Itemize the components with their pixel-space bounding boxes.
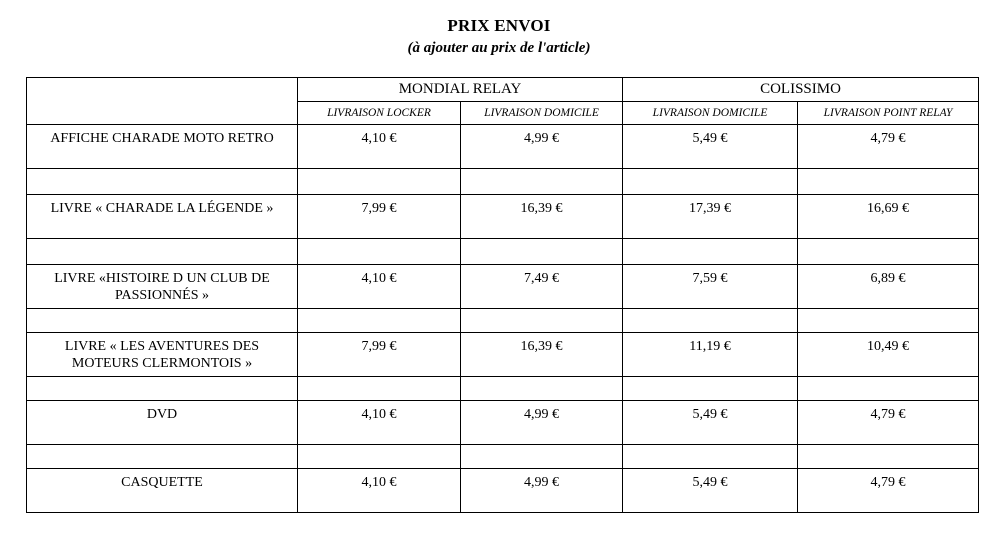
group-header-colissimo: COLISSIMO	[623, 78, 979, 102]
item-name: AFFICHE CHARADE MOTO RETRO	[27, 125, 298, 169]
price-cell: 17,39 €	[623, 195, 798, 239]
price-cell: 16,39 €	[461, 333, 623, 377]
price-cell: 5,49 €	[623, 125, 798, 169]
price-cell: 4,10 €	[298, 401, 461, 445]
page-subtitle: (à ajouter au prix de l'article)	[407, 40, 591, 56]
spacer-row	[27, 309, 979, 333]
price-cell: 7,59 €	[623, 265, 798, 309]
table-row	[27, 469, 979, 513]
price-cell: 11,19 €	[623, 333, 798, 377]
spacer-row	[27, 445, 979, 469]
price-cell: 4,79 €	[798, 469, 979, 513]
column-header-point-relay: LIVRAISON POINT RELAY	[798, 102, 979, 125]
price-cell: 4,10 €	[298, 469, 461, 513]
price-cell: 4,99 €	[461, 469, 623, 513]
price-cell: 7,49 €	[461, 265, 623, 309]
price-cell: 5,49 €	[623, 401, 798, 445]
table-row	[27, 125, 979, 169]
table-row	[27, 265, 979, 309]
price-cell: 5,49 €	[623, 469, 798, 513]
group-header-row	[27, 78, 979, 102]
price-cell: 4,79 €	[798, 125, 979, 169]
price-cell: 4,10 €	[298, 265, 461, 309]
price-cell: 6,89 €	[798, 265, 979, 309]
column-header-mr-domicile: LIVRAISON DOMICILE	[461, 102, 623, 125]
empty-corner-cell	[27, 78, 298, 125]
group-header-mondial-relay: MONDIAL RELAY	[298, 78, 623, 102]
spacer-row	[27, 239, 979, 265]
price-cell: 16,39 €	[461, 195, 623, 239]
price-cell: 16,69 €	[798, 195, 979, 239]
item-name: LIVRE « LES AVENTURES DES MOTEURS CLERMONTOIS »	[27, 333, 298, 377]
column-header-colissimo-domicile: LIVRAISON DOMICILE	[623, 102, 798, 125]
price-cell: 4,79 €	[798, 401, 979, 445]
page-title: PRIX ENVOI	[447, 16, 551, 35]
price-cell: 4,99 €	[461, 125, 623, 169]
price-cell: 4,10 €	[298, 125, 461, 169]
price-cell: 7,99 €	[298, 333, 461, 377]
item-name: LIVRE « CHARADE LA LÉGENDE »	[27, 195, 298, 239]
table-row	[27, 195, 979, 239]
item-name: CASQUETTE	[27, 469, 298, 513]
spacer-row	[27, 377, 979, 401]
table-row	[27, 333, 979, 377]
price-cell: 4,99 €	[461, 401, 623, 445]
price-cell: 10,49 €	[798, 333, 979, 377]
item-name: DVD	[27, 401, 298, 445]
price-cell: 7,99 €	[298, 195, 461, 239]
item-name: LIVRE «HISTOIRE D UN CLUB DE PASSIONNÉS »	[27, 265, 298, 309]
column-header-locker: LIVRAISON LOCKER	[298, 102, 461, 125]
shipping-price-table	[26, 77, 979, 513]
spacer-row	[27, 169, 979, 195]
table-row	[27, 401, 979, 445]
